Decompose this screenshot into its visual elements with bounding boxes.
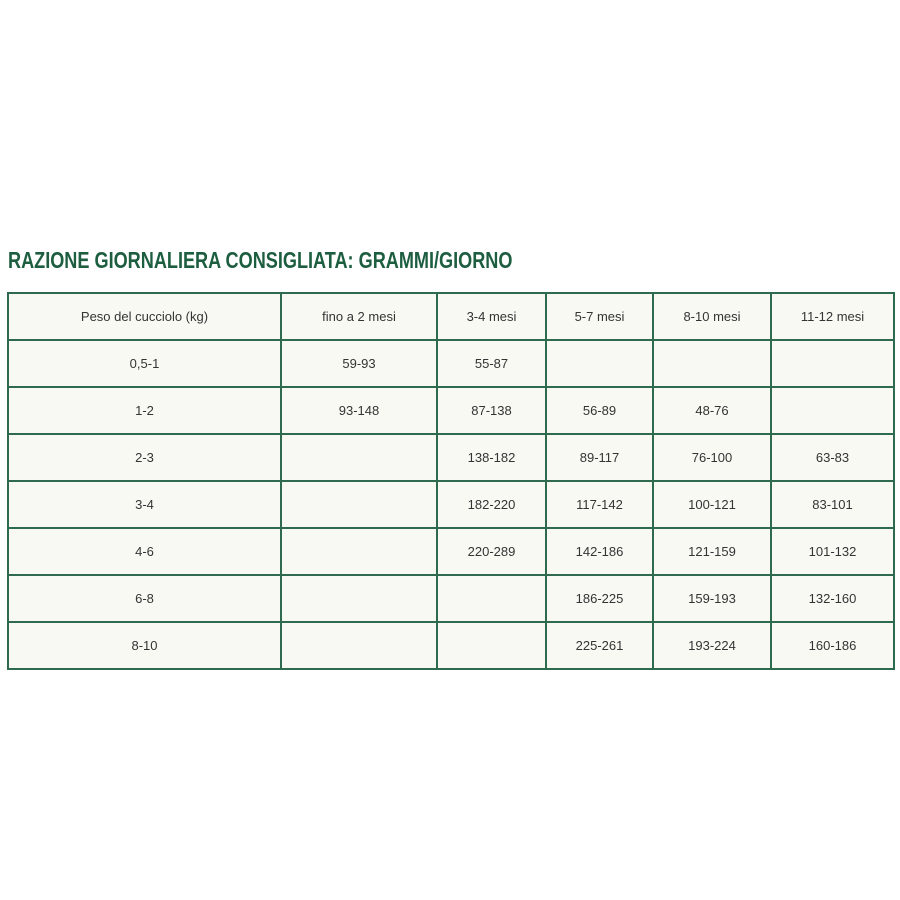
ration-cell — [653, 340, 771, 387]
ration-cell: 160-186 — [771, 622, 894, 669]
page-title: RAZIONE GIORNALIERA CONSIGLIATA: GRAMMI/GIORNO — [8, 247, 513, 273]
ration-cell — [281, 528, 437, 575]
weight-cell: 6-8 — [8, 575, 281, 622]
ration-cell: 59-93 — [281, 340, 437, 387]
column-header-up-to-2-months: fino a 2 mesi — [281, 293, 437, 340]
ration-cell: 138-182 — [437, 434, 546, 481]
ration-cell: 159-193 — [653, 575, 771, 622]
weight-cell: 8-10 — [8, 622, 281, 669]
weight-cell: 0,5-1 — [8, 340, 281, 387]
ration-cell: 142-186 — [546, 528, 653, 575]
ration-cell — [281, 434, 437, 481]
ration-cell: 101-132 — [771, 528, 894, 575]
table-row — [8, 434, 894, 481]
ration-cell: 87-138 — [437, 387, 546, 434]
column-header-11-12-months: 11-12 mesi — [771, 293, 894, 340]
ration-cell: 186-225 — [546, 575, 653, 622]
ration-cell: 83-101 — [771, 481, 894, 528]
ration-cell — [771, 340, 894, 387]
ration-cell: 63-83 — [771, 434, 894, 481]
table-row — [8, 340, 894, 387]
ration-cell — [437, 622, 546, 669]
ration-cell: 100-121 — [653, 481, 771, 528]
table-row — [8, 528, 894, 575]
ration-cell: 121-159 — [653, 528, 771, 575]
column-header-5-7-months: 5-7 mesi — [546, 293, 653, 340]
ration-cell — [281, 481, 437, 528]
ration-table — [7, 292, 895, 670]
table-row — [8, 622, 894, 669]
ration-cell: 76-100 — [653, 434, 771, 481]
column-header-3-4-months: 3-4 mesi — [437, 293, 546, 340]
ration-cell: 193-224 — [653, 622, 771, 669]
ration-cell — [546, 340, 653, 387]
ration-cell: 117-142 — [546, 481, 653, 528]
ration-cell — [281, 622, 437, 669]
weight-cell: 1-2 — [8, 387, 281, 434]
ration-cell: 55-87 — [437, 340, 546, 387]
weight-cell: 4-6 — [8, 528, 281, 575]
weight-cell: 3-4 — [8, 481, 281, 528]
ration-cell: 56-89 — [546, 387, 653, 434]
ration-cell: 220-289 — [437, 528, 546, 575]
ration-cell: 48-76 — [653, 387, 771, 434]
ration-cell: 132-160 — [771, 575, 894, 622]
table-row — [8, 481, 894, 528]
ration-cell: 89-117 — [546, 434, 653, 481]
ration-cell — [281, 575, 437, 622]
table-row — [8, 387, 894, 434]
header-row — [8, 293, 894, 340]
column-header-puppy-weight: Peso del cucciolo (kg) — [8, 293, 281, 340]
ration-cell — [437, 575, 546, 622]
ration-cell: 182-220 — [437, 481, 546, 528]
ration-cell: 225-261 — [546, 622, 653, 669]
ration-cell — [771, 387, 894, 434]
table-row — [8, 575, 894, 622]
weight-cell: 2-3 — [8, 434, 281, 481]
column-header-8-10-months: 8-10 mesi — [653, 293, 771, 340]
ration-cell: 93-148 — [281, 387, 437, 434]
